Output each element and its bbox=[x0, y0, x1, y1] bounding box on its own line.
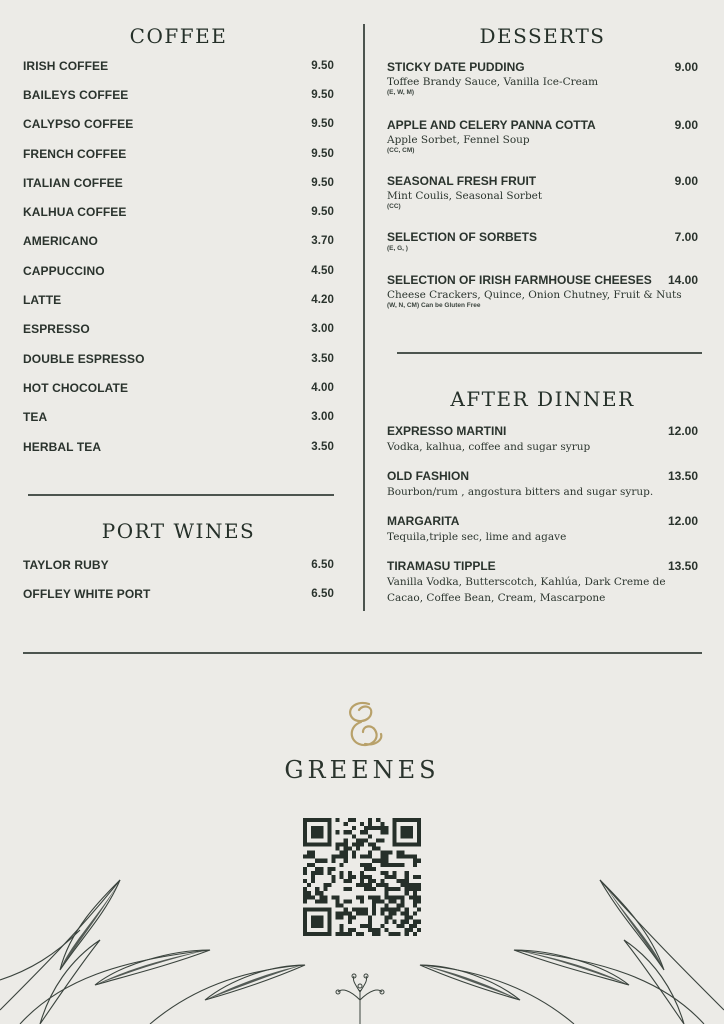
item-header bbox=[387, 273, 698, 288]
menu-item bbox=[23, 344, 334, 373]
item-price: 9.50 bbox=[311, 206, 334, 219]
item-name: OLD FASHION bbox=[387, 469, 470, 483]
menu-item bbox=[387, 230, 698, 253]
desserts-title: DESSERTS bbox=[479, 24, 606, 48]
left-column bbox=[23, 22, 334, 461]
menu-item bbox=[23, 579, 334, 608]
item-price: 6.50 bbox=[311, 587, 334, 600]
item-description: Tequila,triple sec, lime and agave bbox=[387, 531, 567, 543]
coffee-list bbox=[23, 51, 334, 461]
item-price: 9.50 bbox=[311, 88, 334, 101]
brand-name: GREENES bbox=[284, 756, 440, 784]
item-price: 9.00 bbox=[674, 174, 698, 188]
item-name: STICKY DATE PUDDING bbox=[387, 60, 525, 74]
item-price: 4.50 bbox=[311, 264, 334, 277]
item-header bbox=[387, 469, 698, 484]
menu-item bbox=[23, 110, 334, 139]
after-dinner-divider bbox=[397, 352, 702, 354]
after-dinner-title: AFTER DINNER bbox=[450, 387, 635, 411]
item-header bbox=[387, 118, 698, 133]
item-description: Apple Sorbet, Fennel Soup bbox=[387, 134, 530, 146]
item-name: CAPPUCCINO bbox=[23, 263, 105, 278]
item-allergens: (W, N, CM) Can be Gluten Free bbox=[387, 302, 481, 309]
column-divider bbox=[363, 24, 365, 611]
item-name: ITALIAN COFFEE bbox=[23, 175, 123, 190]
desserts-list bbox=[387, 60, 698, 310]
item-price: 9.00 bbox=[674, 118, 698, 132]
menu-item bbox=[387, 174, 698, 211]
menu-item bbox=[387, 514, 698, 545]
item-price: 4.00 bbox=[311, 381, 334, 394]
port-wines-section bbox=[23, 517, 334, 609]
item-price: 3.70 bbox=[311, 235, 334, 248]
item-name: DOUBLE ESPRESSO bbox=[23, 351, 145, 366]
item-name: ESPRESSO bbox=[23, 322, 90, 337]
item-description: Mint Coulis, Seasonal Sorbet bbox=[387, 190, 543, 202]
menu-item bbox=[387, 273, 698, 310]
item-price: 14.00 bbox=[667, 273, 698, 287]
item-name: TEA bbox=[23, 410, 48, 425]
item-name: TAYLOR RUBY bbox=[23, 557, 109, 572]
item-name: SELECTION OF IRISH FARMHOUSE CHEESES bbox=[387, 273, 652, 287]
item-name: OFFLEY WHITE PORT bbox=[23, 586, 151, 601]
menu-item bbox=[23, 168, 334, 197]
item-description: Vanilla Vodka, Butterscotch, Kahlúa, Dark Creme de Cacao, Coffee Bean, Cream, Mascarpone bbox=[387, 576, 666, 604]
greenes-monogram-icon bbox=[335, 696, 391, 752]
menu-item bbox=[23, 80, 334, 109]
item-header bbox=[387, 60, 698, 75]
menu-item bbox=[387, 559, 698, 606]
item-name: CALYPSO COFFEE bbox=[23, 117, 134, 132]
after-dinner-section bbox=[387, 385, 698, 606]
item-name: LATTE bbox=[23, 293, 62, 308]
item-name: MARGARITA bbox=[387, 514, 460, 528]
item-allergens: (CC, CM) bbox=[387, 147, 415, 154]
item-price: 12.00 bbox=[667, 514, 698, 528]
menu-item bbox=[387, 60, 698, 97]
menu-item bbox=[387, 469, 698, 500]
menu-item bbox=[23, 550, 334, 579]
item-price: 4.20 bbox=[311, 294, 334, 307]
item-name: APPLE AND CELERY PANNA COTTA bbox=[387, 118, 596, 132]
item-price: 9.50 bbox=[311, 147, 334, 160]
item-description: Cheese Crackers, Quince, Onion Chutney, Fruit & Nuts bbox=[387, 289, 682, 301]
item-name: FRENCH COFFEE bbox=[23, 146, 127, 161]
item-price: 3.00 bbox=[311, 411, 334, 424]
item-price: 6.50 bbox=[311, 558, 334, 571]
item-price: 3.00 bbox=[311, 323, 334, 336]
item-price: 3.50 bbox=[311, 352, 334, 365]
port-wines-list bbox=[23, 550, 334, 609]
item-header bbox=[387, 230, 698, 245]
item-description: Toffee Brandy Sauce, Vanilla Ice-Cream bbox=[387, 76, 599, 88]
coffee-title: COFFEE bbox=[129, 24, 228, 48]
menu-item bbox=[23, 403, 334, 432]
item-allergens: (E, G, ) bbox=[387, 245, 408, 252]
port-divider bbox=[28, 494, 334, 496]
footer-divider bbox=[23, 652, 702, 654]
item-price: 13.50 bbox=[667, 559, 698, 573]
item-price: 9.50 bbox=[311, 118, 334, 131]
item-price: 3.50 bbox=[311, 440, 334, 453]
item-name: IRISH COFFEE bbox=[23, 58, 109, 73]
item-allergens: (E, W, M) bbox=[387, 89, 415, 96]
menu-item bbox=[387, 118, 698, 155]
menu-item bbox=[23, 256, 334, 285]
item-name: SELECTION OF SORBETS bbox=[387, 230, 538, 244]
item-name: HOT CHOCOLATE bbox=[23, 380, 129, 395]
item-name: AMERICANO bbox=[23, 234, 98, 249]
botanical-leaves-illustration bbox=[0, 860, 724, 1024]
menu-item bbox=[23, 432, 334, 461]
item-name: TIRAMASU TIPPLE bbox=[387, 559, 496, 573]
item-allergens: (CC) bbox=[387, 203, 401, 210]
item-price: 9.00 bbox=[674, 60, 698, 74]
menu-item bbox=[23, 51, 334, 80]
menu-item bbox=[23, 315, 334, 344]
item-price: 12.00 bbox=[667, 424, 698, 438]
item-price: 7.00 bbox=[674, 230, 698, 244]
item-header bbox=[387, 174, 698, 189]
item-name: SEASONAL FRESH FRUIT bbox=[387, 174, 537, 188]
menu-item bbox=[387, 424, 698, 455]
item-price: 13.50 bbox=[667, 469, 698, 483]
item-header bbox=[387, 514, 698, 529]
item-name: BAILEYS COFFEE bbox=[23, 87, 129, 102]
menu-item bbox=[23, 227, 334, 256]
item-name: KALHUA COFFEE bbox=[23, 205, 127, 220]
menu-item bbox=[23, 373, 334, 402]
item-header bbox=[387, 559, 698, 574]
item-name: EXPRESSO MARTINI bbox=[387, 424, 507, 438]
after-dinner-list bbox=[387, 424, 698, 606]
item-header bbox=[387, 424, 698, 439]
menu-item bbox=[23, 285, 334, 314]
item-description: Bourbon/rum , angostura bitters and sugar syrup. bbox=[387, 486, 654, 498]
item-price: 9.50 bbox=[311, 176, 334, 189]
item-name: HERBAL TEA bbox=[23, 439, 102, 454]
menu-item bbox=[23, 139, 334, 168]
item-description: Vodka, kalhua, coffee and sugar syrup bbox=[387, 441, 591, 453]
right-column bbox=[387, 22, 698, 310]
menu-item bbox=[23, 197, 334, 226]
item-price: 9.50 bbox=[311, 59, 334, 72]
port-wines-title: PORT WINES bbox=[101, 519, 256, 543]
